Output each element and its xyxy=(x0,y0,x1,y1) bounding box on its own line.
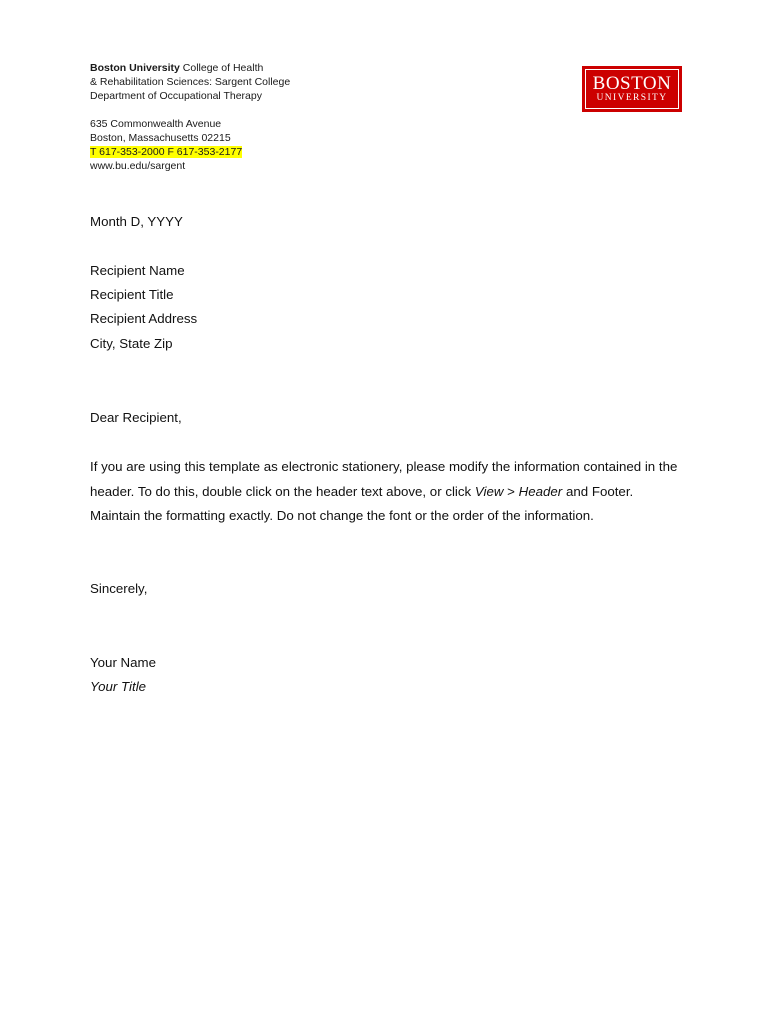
recipient-city-state-zip: City, State Zip xyxy=(90,336,173,351)
college-name-part: College of Health xyxy=(179,62,264,74)
org-line-2: & Rehabilitation Sciences: Sargent College xyxy=(90,76,291,88)
recipient-address: Recipient Address xyxy=(90,311,198,326)
city-state-zip: Boston, Massachusetts 02215 xyxy=(90,132,231,144)
letter-date: Month D, YYYY xyxy=(90,214,183,229)
salutation: Dear Recipient, xyxy=(90,410,182,425)
university-name: Boston University xyxy=(90,62,180,74)
phone-fax-highlighted: T 617-353-2000 F 617-353-2177 xyxy=(90,146,243,158)
body-text-part-3: and Footer. Maintain the formatting exactly. Do not change the font or the order of the information. xyxy=(90,483,634,523)
website-url[interactable]: www.bu.edu/sargent xyxy=(90,160,186,172)
logo-text-boston: BOSTON xyxy=(592,73,672,94)
body-text-part-2: > xyxy=(503,483,519,499)
body-text-part-1: If you are using this template as electronic stationery, please modify the information contained in the header. To do this, double click on the header text above, or click xyxy=(90,459,678,499)
boston-university-logo xyxy=(582,66,682,112)
recipient-title: Recipient Title xyxy=(90,287,174,302)
closing: Sincerely, xyxy=(90,581,148,596)
org-line-1 xyxy=(90,61,290,75)
spacer xyxy=(90,103,290,117)
signer-title: Your Title xyxy=(90,679,147,694)
logo-frame xyxy=(585,69,679,109)
body-text-view: View xyxy=(474,483,504,499)
street-address: 635 Commonwealth Avenue xyxy=(90,118,222,130)
logo-text-university: UNIVERSITY xyxy=(596,93,668,103)
body-paragraph xyxy=(90,455,680,529)
body-text-header: Header xyxy=(518,483,563,499)
signer-name: Your Name xyxy=(90,655,157,670)
phone-fax-line xyxy=(90,145,290,159)
recipient-name: Recipient Name xyxy=(90,263,185,278)
department-name: Department of Occupational Therapy xyxy=(90,90,262,102)
letterhead-address-block xyxy=(90,61,290,173)
